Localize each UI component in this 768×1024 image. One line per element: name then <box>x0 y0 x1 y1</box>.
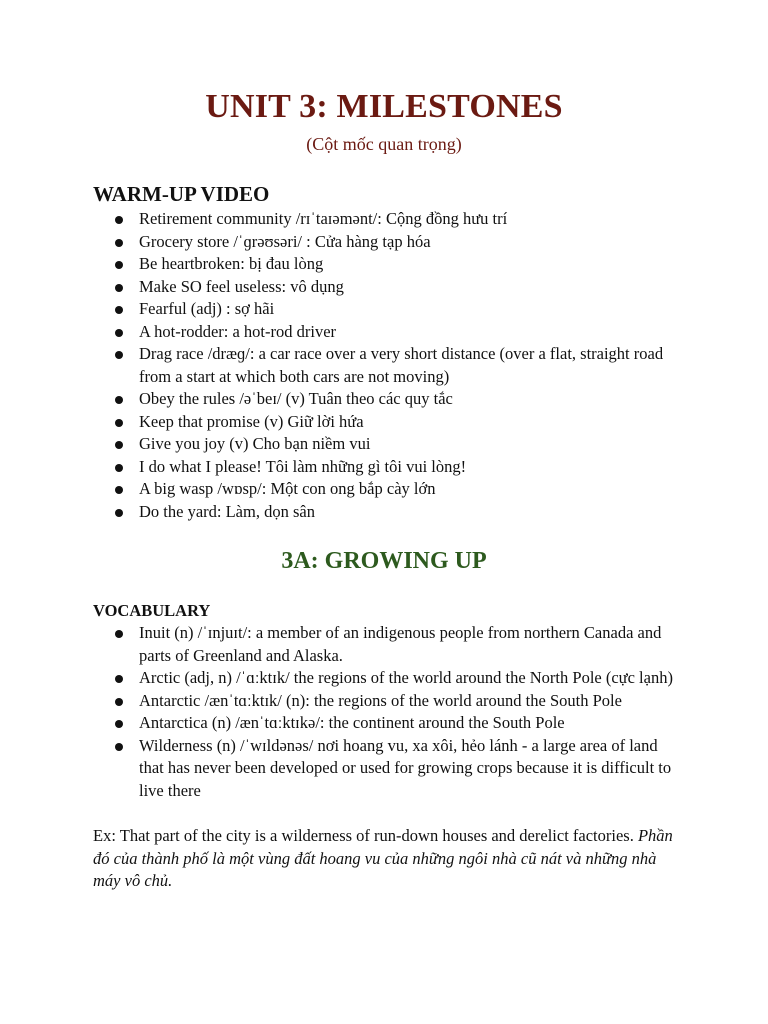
vocabulary-heading: VOCABULARY <box>93 601 211 620</box>
list-item <box>93 690 683 713</box>
list-item-text: A big wasp /wɒsp/: Một con ong bắp cày lớn <box>139 479 436 498</box>
bullet-icon <box>115 509 123 517</box>
list-item-text: Obey the rules /əˈbeɪ/ (v) Tuân theo các quy tắc <box>139 389 453 408</box>
list-item-text: Arctic (adj, n) /ˈɑːktɪk/ the regions of the world around the North Pole (cực lạnh) <box>139 668 673 687</box>
list-item-text: Wilderness (n) /ˈwɪldənəs/ nơi hoang vu, xa xôi, hẻo lánh - a large area of land that has never been developed or used for growing crops because it is difficult to live there <box>139 735 672 800</box>
list-item <box>93 456 683 479</box>
list-item <box>93 433 683 456</box>
bullet-icon <box>115 306 123 314</box>
list-item-text: A hot-rodder: a hot-rod driver <box>139 321 337 341</box>
list-item-text: Be heartbroken: bị đau lòng <box>139 254 324 273</box>
list-item <box>93 208 683 231</box>
list-item <box>93 388 683 411</box>
example-paragraph <box>93 825 683 893</box>
list-item <box>93 276 683 299</box>
bullet-icon <box>115 675 123 683</box>
list-item-text: Antarctica (n) /ænˈtɑːktɪkə/: the continent around the South Pole <box>139 713 565 732</box>
example-vietnamese: Phần đó của thành phố là một vùng đất hoang vu của những ngôi nhà cũ nát và những nhà máy vô chủ. <box>93 826 673 890</box>
bullet-icon <box>115 216 123 224</box>
bullet-icon <box>115 486 123 494</box>
list-item <box>93 712 683 735</box>
bullet-icon <box>115 396 123 404</box>
list-item-text: Make SO feel useless: vô dụng <box>139 276 344 296</box>
bullet-icon <box>115 261 123 269</box>
list-item <box>93 411 683 434</box>
bullet-icon <box>115 630 123 638</box>
bullet-icon <box>115 698 123 706</box>
list-item <box>93 343 683 388</box>
list-item-text: Retirement community /rɪˈtaɪəmənt/: Cộng đồng hưu trí <box>139 209 508 228</box>
bullet-icon <box>115 284 123 292</box>
list-item-text: Inuit (n) /ˈɪnjuɪt/: a member of an indigenous people from northern Canada and parts of Greenland and Alaska. <box>139 623 662 665</box>
list-item <box>93 622 683 667</box>
page-title: UNIT 3: MILESTONES <box>205 88 563 125</box>
vocabulary-list <box>93 622 683 802</box>
bullet-icon <box>115 239 123 247</box>
list-item-text: Do the yard: Làm, dọn sân <box>139 501 315 521</box>
bullet-icon <box>115 419 123 427</box>
bullet-icon <box>115 464 123 472</box>
warmup-list <box>93 208 683 523</box>
list-item-text: Antarctic /ænˈtɑːktɪk/ (n): the regions of the world around the South Pole <box>139 690 622 710</box>
list-item-text: Grocery store /ˈɡrəʊsəri/ : Cửa hàng tạp hóa <box>139 231 431 251</box>
list-item-text: I do what I please! Tôi làm những gì tôi vui lòng! <box>139 456 467 476</box>
list-item <box>93 298 683 321</box>
list-item-text: Keep that promise (v) Giữ lời hứa <box>139 411 364 431</box>
list-item-text: Fearful (adj) : sợ hãi <box>139 299 275 318</box>
bullet-icon <box>115 351 123 359</box>
list-item <box>93 501 683 524</box>
section-heading-3a: 3A: GROWING UP <box>281 548 487 574</box>
list-item-text: Drag race /dræɡ/: a car race over a very short distance (over a flat, straight road from a start at which both cars are not moving) <box>139 344 664 386</box>
page-subtitle: (Cột mốc quan trọng) <box>306 134 462 154</box>
list-item <box>93 321 683 344</box>
list-item-text: Give you joy (v) Cho bạn niềm vui <box>139 434 371 453</box>
bullet-icon <box>115 743 123 751</box>
bullet-icon <box>115 720 123 728</box>
list-item <box>93 735 683 803</box>
warmup-heading: WARM-UP VIDEO <box>93 182 270 206</box>
bullet-icon <box>115 441 123 449</box>
list-item <box>93 667 683 690</box>
list-item <box>93 478 683 501</box>
example-english: Ex: That part of the city is a wilderness of run-down houses and derelict factories. <box>93 826 638 845</box>
list-item <box>93 231 683 254</box>
list-item <box>93 253 683 276</box>
bullet-icon <box>115 329 123 337</box>
